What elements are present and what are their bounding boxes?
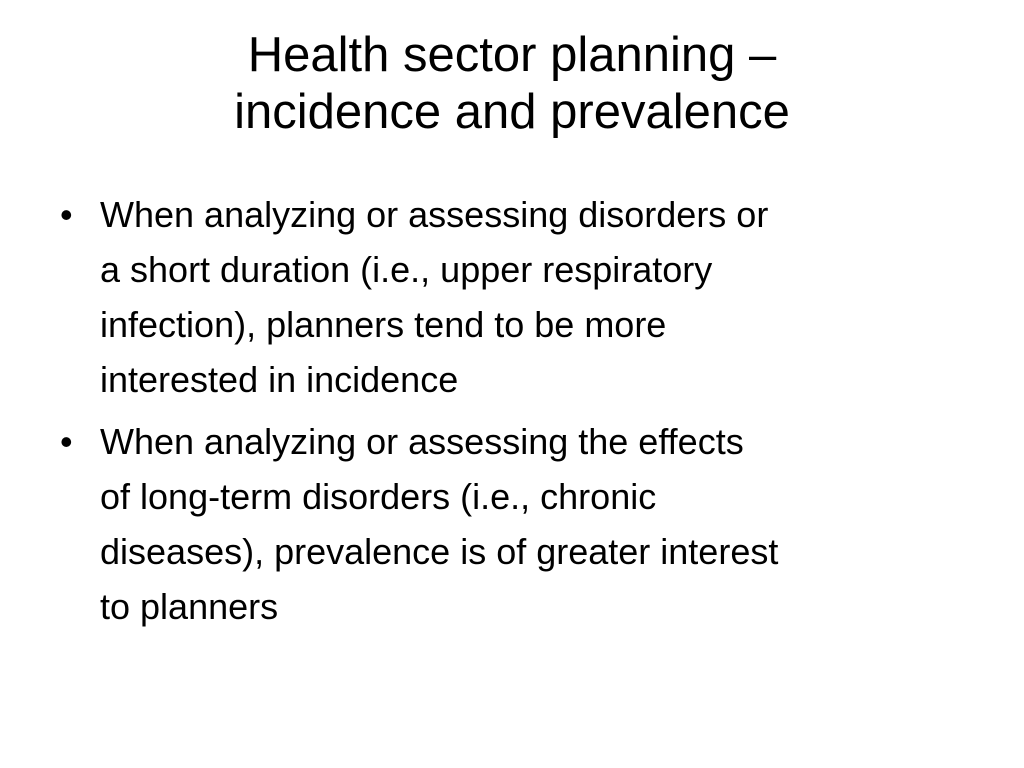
slide-title-line: incidence and prevalence — [234, 85, 790, 139]
bullet-text-line: When analyzing or assessing the effects — [100, 421, 744, 462]
bullet-item-prevalence — [56, 414, 976, 634]
bullet-text-line: diseases), prevalence is of greater interest — [100, 531, 779, 572]
bullet-text-line: infection), planners tend to be more — [100, 304, 667, 345]
bullet-text-line: interested in incidence — [100, 359, 459, 400]
bullet-text-line: of long-term disorders (i.e., chronic — [100, 476, 657, 517]
slide-title — [40, 27, 984, 141]
bullet-text-line: a short duration (i.e., upper respiratory — [100, 249, 713, 290]
bullet-dot-icon: • — [60, 421, 73, 462]
bullet-text-line: When analyzing or assessing disorders or — [100, 194, 769, 235]
bullet-text-line: to planners — [100, 586, 279, 627]
slide-title-line: Health sector planning – — [247, 28, 777, 82]
bullet-dot-icon: • — [60, 194, 73, 235]
bullet-list — [56, 187, 976, 641]
bullet-item-incidence — [56, 187, 976, 407]
